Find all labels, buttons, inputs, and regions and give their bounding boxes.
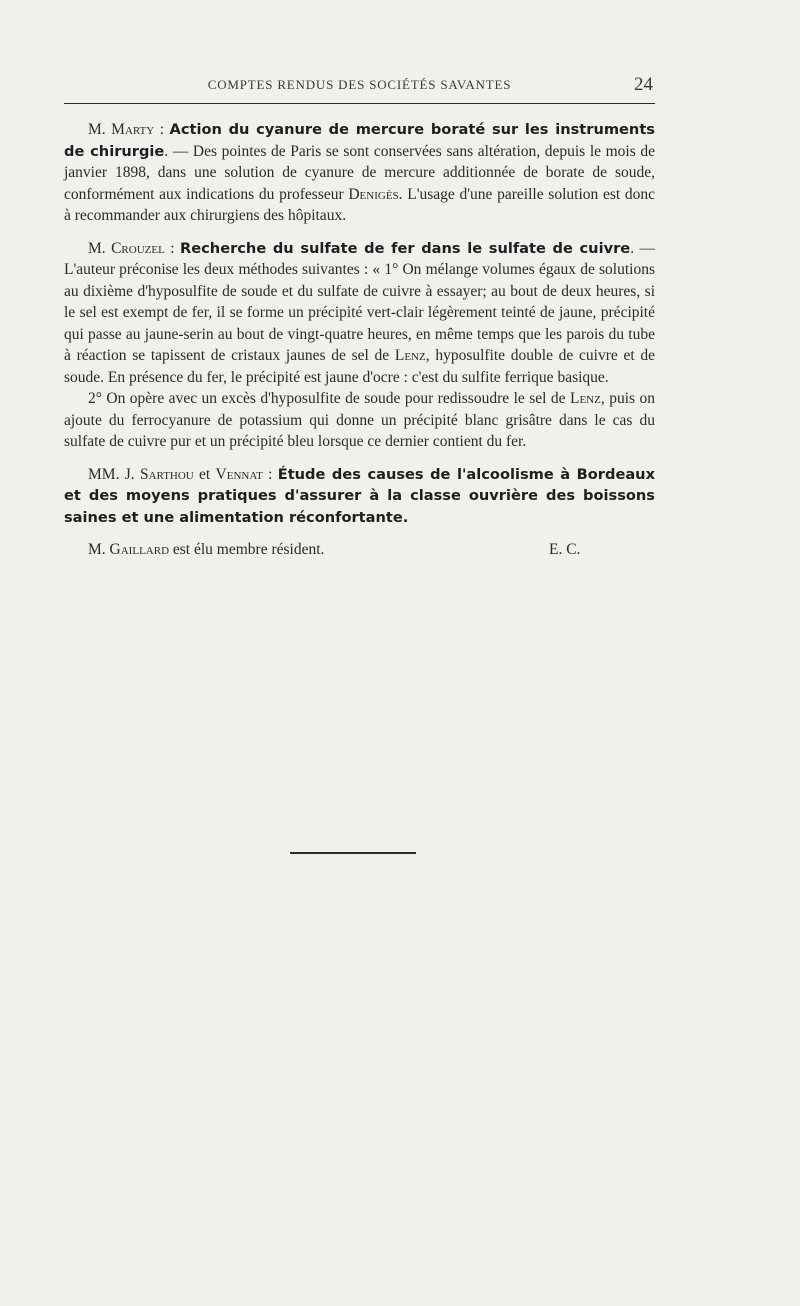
author-name: Vennat	[215, 465, 263, 483]
running-header	[64, 76, 655, 98]
article-body	[64, 119, 655, 561]
end-rule	[290, 852, 416, 854]
entry-title: Recherche du sulfate de fer dans le sulfate de cuivre	[180, 239, 631, 257]
page-number: 24	[634, 74, 653, 95]
entry-marty: M. Marty : Action du cyanure de mercure boraté sur les instruments de chirurgie. — Des pointes de Paris se sont conservées sans altération, depuis le mois de janvier 1898, dans une solution de cyanure de mercure additionnée de borate de soude, conformément aux indications du professeur Denigès. L'usage d'une pareille solution est donc à recommander aux chirurgiens des hôpitaux.	[64, 121, 656, 224]
entry-sarthou-vennat: MM. J. Sarthou et Vennat : Étude des causes de l'alcoolisme à Bordeaux et des moyens pratiques d'assurer à la classe ouvrière des boissons saines et une alimentation réconfortante.	[64, 465, 655, 526]
election-notice: M. Gaillard est élu membre résident. E. C.	[64, 539, 655, 561]
cited-name: Lenz	[570, 390, 601, 407]
cited-name: Denigès	[348, 185, 399, 203]
signature: E. C.	[549, 541, 581, 558]
author-name: Marty	[111, 121, 155, 138]
entry-text: . — Des pointes de Paris se sont conservées sans altération, depuis le mois de janvier 1898, dans une solution de cyanure de mercure additionnée de borate de soude, conformément aux indications du professeur	[64, 142, 655, 203]
member-name: Gaillard	[109, 541, 170, 558]
cited-name: Lenz	[394, 347, 426, 364]
running-title: COMPTES RENDUS DES SOCIÉTÉS SAVANTES	[207, 77, 512, 92]
author-name: Sarthou	[139, 465, 194, 483]
entry-text: . — L'auteur préconise les deux méthodes suivantes : « 1° On mélange volumes égaux de solutions au dixième d'hyposulfite de soude et du sulfate de cuivre à essayer; au bout de deux heures, si le sel est exempt de fer, il se forme un précipité vert-clair légèrement teinté de jaune, précipité qui passe au jaune-serin au bout de vingt-quatre heures, en même temps que les parois du tube à réaction se tapissent de cristaux jaunes de sel de	[64, 239, 655, 364]
entry-title: Action du cyanure de mercure boraté sur les instruments de chirurgie	[64, 121, 655, 160]
header-rule	[64, 103, 655, 104]
entry-crouzel-method-2: 2° On opère avec un excès d'hyposulfite de soude pour redissoudre le sel de Lenz, puis on ajoute du ferrocyanure de potassium qui donne un précipité blanc grisâtre dans le cas du sulfate de cuivre pur et un précipité bleu lorsque ce dernier contient du fer.	[64, 390, 655, 450]
entry-crouzel: M. Crouzel : Recherche du sulfate de fer dans le sulfate de cuivre. — L'auteur préconise les deux méthodes suivantes : « 1° On mélange volumes égaux de solutions au dixième d'hyposulfite de soude et du sulfate de cuivre à essayer; au bout de deux heures, si le sel est exempt de fer, il se forme un précipité vert-clair légèrement teinté de jaune, précipité qui passe au jaune-serin au bout de vingt-quatre heures, en même temps que les parois du tube à réaction se tapissent de cristaux jaunes de sel de Lenz, hyposulfite double de cuivre et de soude. En présence du fer, le précipité est jaune d'ocre : c'est du sulfite ferrique basique.	[64, 239, 655, 386]
author-name: Crouzel	[111, 239, 165, 257]
entry-title: Étude des causes de l'alcoolisme à Bordeaux et des moyens pratiques d'assurer à la classe ouvrière des boissons saines et une alimentation réconfortante.	[64, 465, 655, 526]
